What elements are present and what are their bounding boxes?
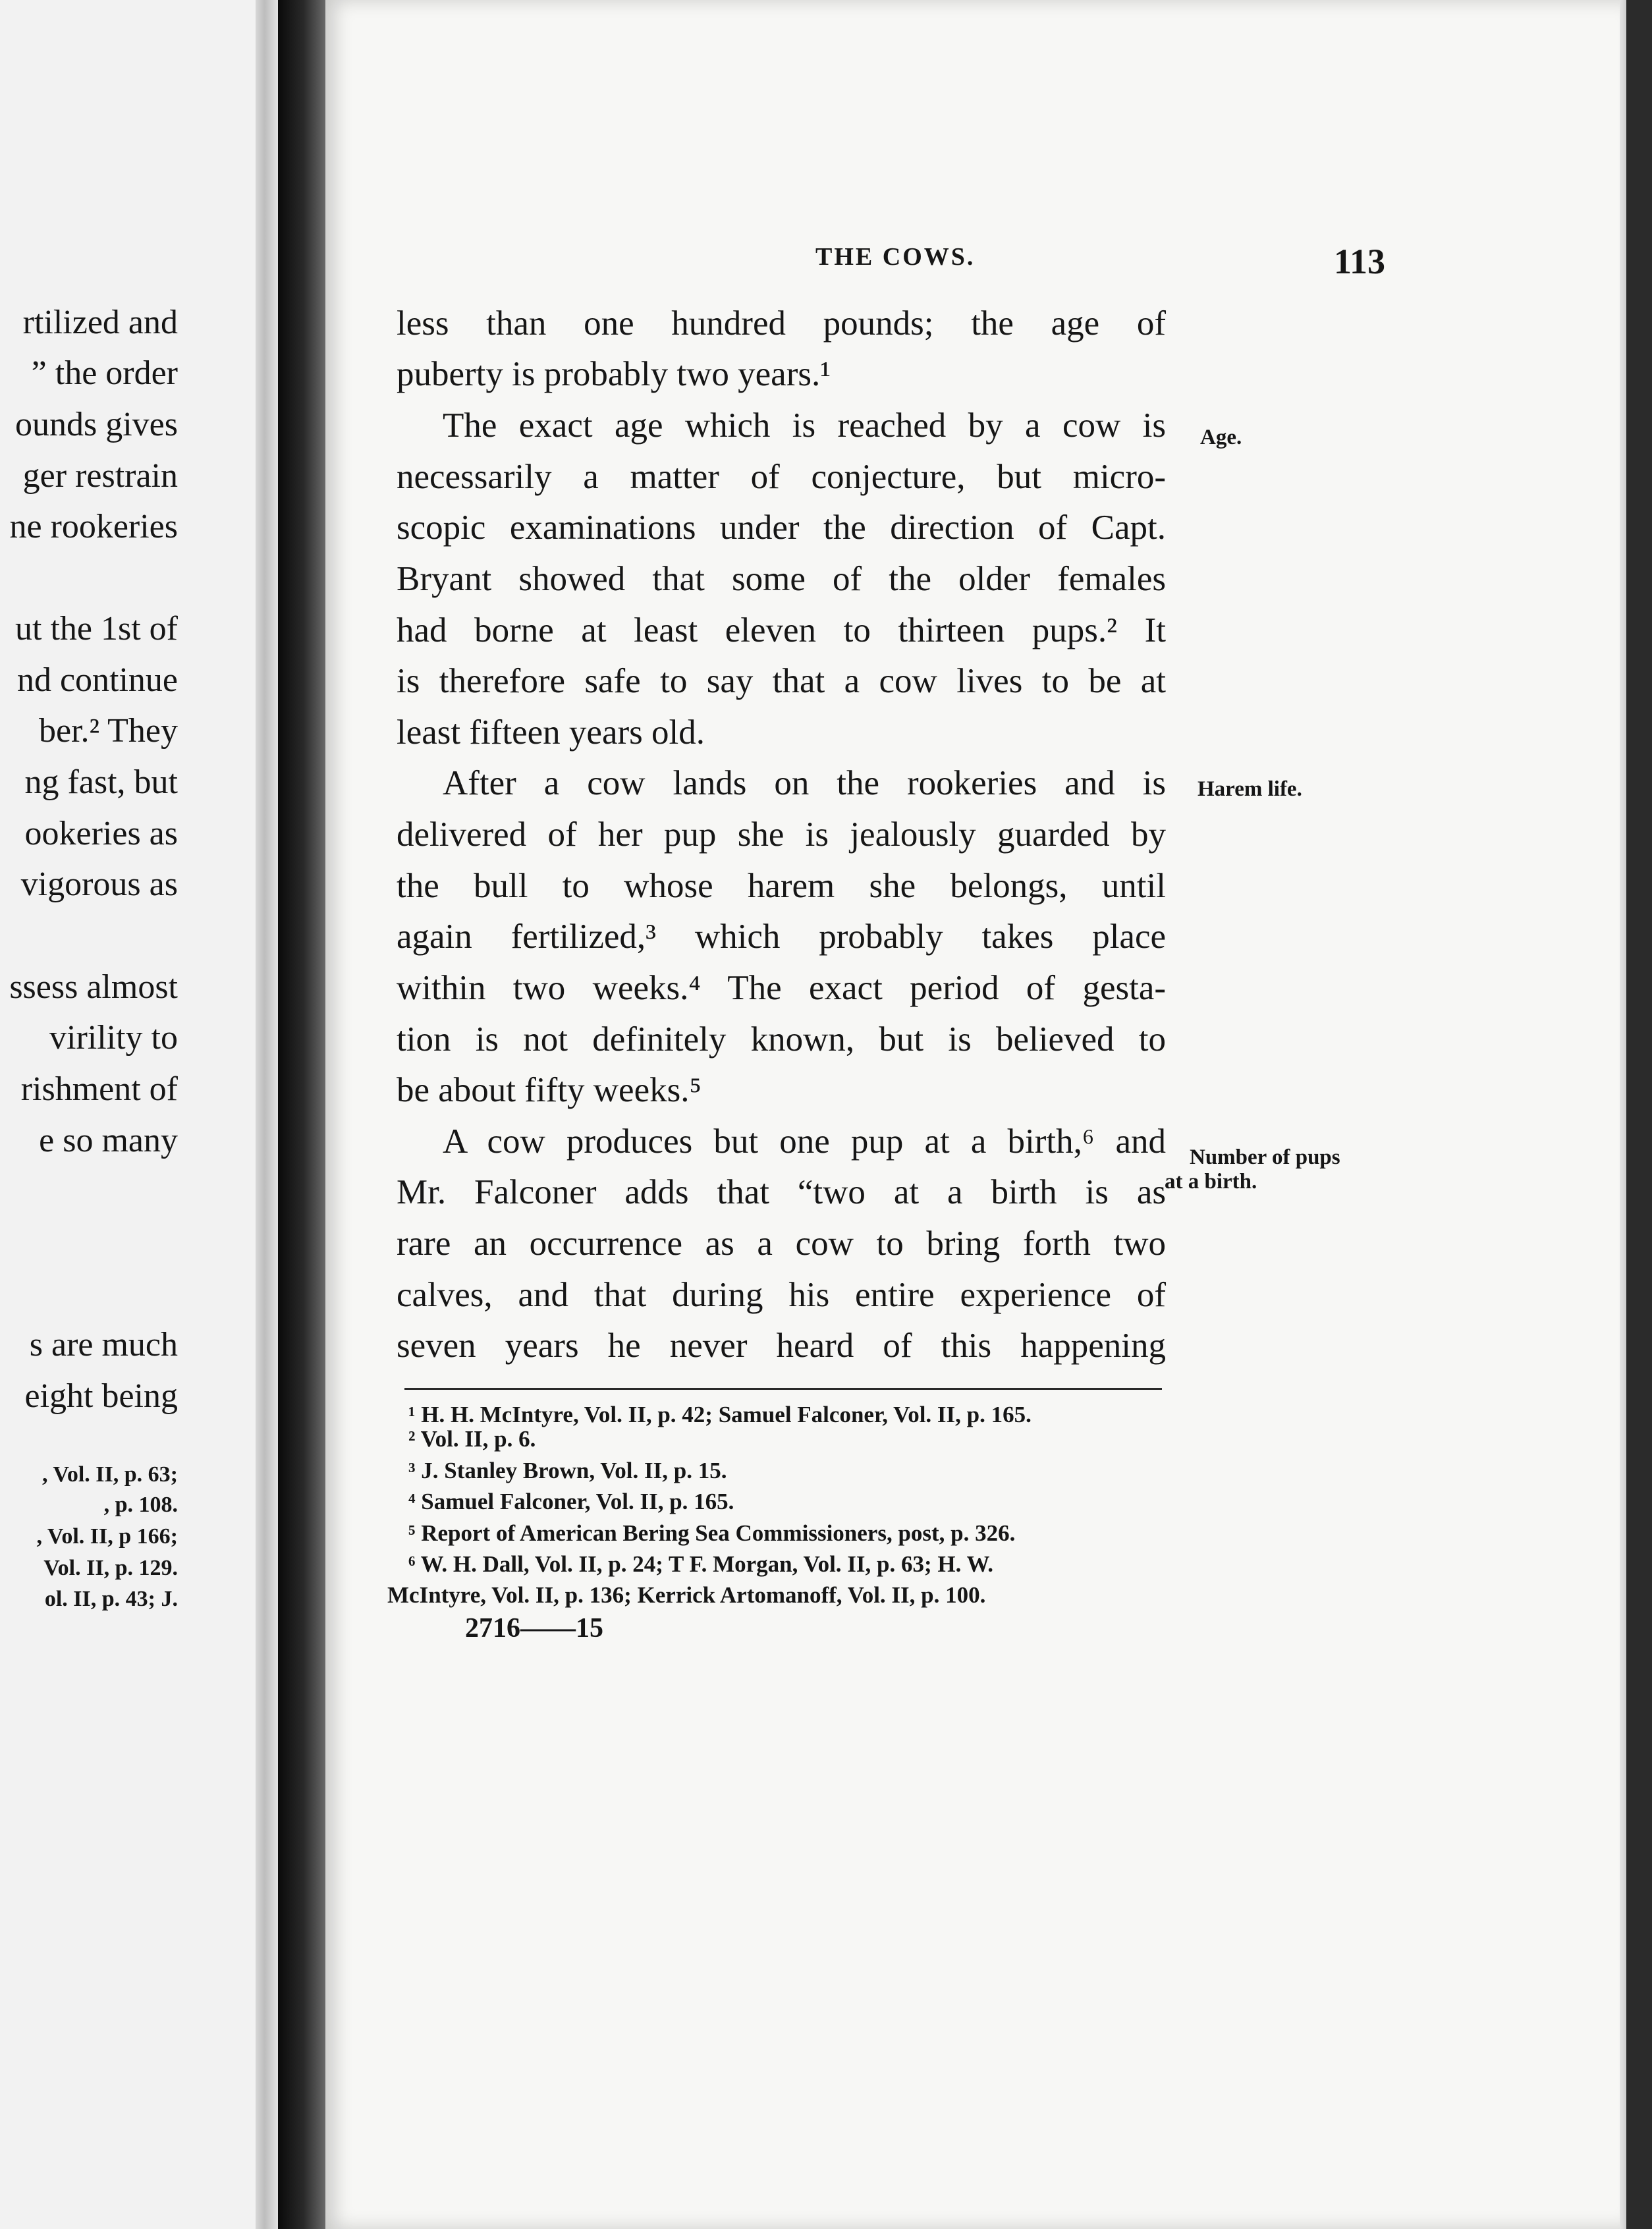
left-footnote-line: Vol. II, p. 129.: [43, 1556, 178, 1580]
book-gutter: [278, 0, 325, 2229]
left-text-line: e so many: [39, 1122, 178, 1159]
body-text-line: the bull to whose harem she belongs, until: [397, 867, 1166, 905]
footnote-line: McIntyre, Vol. II, p. 136; Kerrick Artomanoff, Vol. II, p. 100.: [387, 1582, 986, 1608]
left-page-edge: [256, 0, 278, 2229]
body-text-line: A cow produces but one pup at a birth,⁶ and: [443, 1122, 1166, 1161]
body-text-line: After a cow lands on the rookeries and is: [443, 764, 1166, 802]
left-footnote-line: , Vol. II, p 166;: [36, 1524, 178, 1549]
body-text-line: tion is not definitely known, but is believed to: [397, 1020, 1166, 1059]
left-text-line: s are much: [29, 1326, 178, 1363]
left-text-line: vigorous as: [20, 866, 178, 903]
body-text-line: is therefore safe to say that a cow lives to be at: [397, 662, 1166, 700]
footnote-line: ² Vol. II, p. 6.: [408, 1426, 536, 1452]
left-footnote-line: ol. II, p. 43; J.: [44, 1587, 178, 1611]
running-head: THE COWS.: [815, 243, 976, 271]
footnote-line: ⁵ Report of American Bering Sea Commissioners, post, p. 326.: [408, 1520, 1016, 1546]
footnote-line: ⁴ Samuel Falconer, Vol. II, p. 165.: [408, 1489, 734, 1514]
side-note-number-of-pups: Number of pups: [1190, 1145, 1340, 1169]
side-note-harem-life: Harem life.: [1198, 777, 1302, 801]
left-facing-page: [0, 0, 256, 2229]
body-text-line: necessarily a matter of conjecture, but micro-: [397, 458, 1166, 496]
left-text-line: eight being: [24, 1377, 178, 1415]
body-text-line: Bryant showed that some of the older females: [397, 560, 1166, 598]
signature-mark: 2716——15: [465, 1613, 603, 1643]
footnote-line: ³ J. Stanley Brown, Vol. II, p. 15.: [408, 1458, 727, 1483]
body-text-line: again fertilized,³ which probably takes place: [397, 918, 1166, 956]
body-text-line: be about fifty weeks.⁵: [397, 1071, 702, 1109]
body-text-line: least fifteen years old.: [397, 713, 705, 752]
left-footnote-line: , Vol. II, p. 63;: [42, 1462, 178, 1487]
right-page-edge: [1626, 0, 1652, 2229]
body-text-line: delivered of her pup she is jealously guarded by: [397, 815, 1166, 854]
left-text-line: rishment of: [20, 1070, 178, 1108]
body-text-line: Mr. Falconer adds that “two at a birth is as: [397, 1173, 1166, 1211]
left-text-line: ssess almost: [9, 968, 178, 1006]
left-text-line: nd continue: [16, 661, 178, 699]
body-text-line: seven years he never heard of this happening: [397, 1327, 1166, 1365]
left-footnote-line: , p. 108.: [103, 1493, 178, 1517]
footnote-rule: [404, 1388, 1162, 1390]
left-text-line: ne rookeries: [9, 508, 178, 545]
body-text-line: had borne at least eleven to thirteen pups.² It: [397, 611, 1166, 649]
left-text-line: ber.² They: [38, 712, 178, 750]
page-number: 113: [1334, 242, 1386, 281]
body-text-line: within two weeks.⁴ The exact period of gesta-: [397, 969, 1166, 1007]
body-text-line: puberty is probably two years.¹: [397, 355, 831, 393]
left-text-line: ” the order: [31, 354, 178, 392]
left-text-line: ounds gives: [15, 406, 178, 443]
left-text-line: ger restrain: [22, 457, 178, 495]
body-text-line: The exact age which is reached by a cow is: [443, 406, 1166, 445]
left-text-line: ng fast, but: [24, 763, 178, 801]
left-text-line: ookeries as: [24, 815, 178, 852]
footnote-line: ⁶ W. H. Dall, Vol. II, p. 24; T F. Morgan, Vol. II, p. 63; H. W.: [408, 1551, 994, 1577]
left-text-line: virility to: [49, 1019, 178, 1057]
body-text-line: rare an occurrence as a cow to bring forth two: [397, 1225, 1166, 1263]
left-text-line: rtilized and: [22, 304, 178, 341]
side-note-age: Age.: [1200, 426, 1242, 449]
footnote-line: ¹ H. H. McIntyre, Vol. II, p. 42; Samuel Falconer, Vol. II, p. 165.: [408, 1402, 1032, 1427]
body-text-line: calves, and that during his entire experience of: [397, 1276, 1166, 1314]
left-text-line: ut the 1st of: [15, 610, 178, 647]
body-text-line: less than one hundred pounds; the age of: [397, 304, 1166, 343]
body-text-line: scopic examinations under the direction of Capt.: [397, 509, 1166, 547]
side-note-at-a-birth: at a birth.: [1165, 1170, 1257, 1194]
